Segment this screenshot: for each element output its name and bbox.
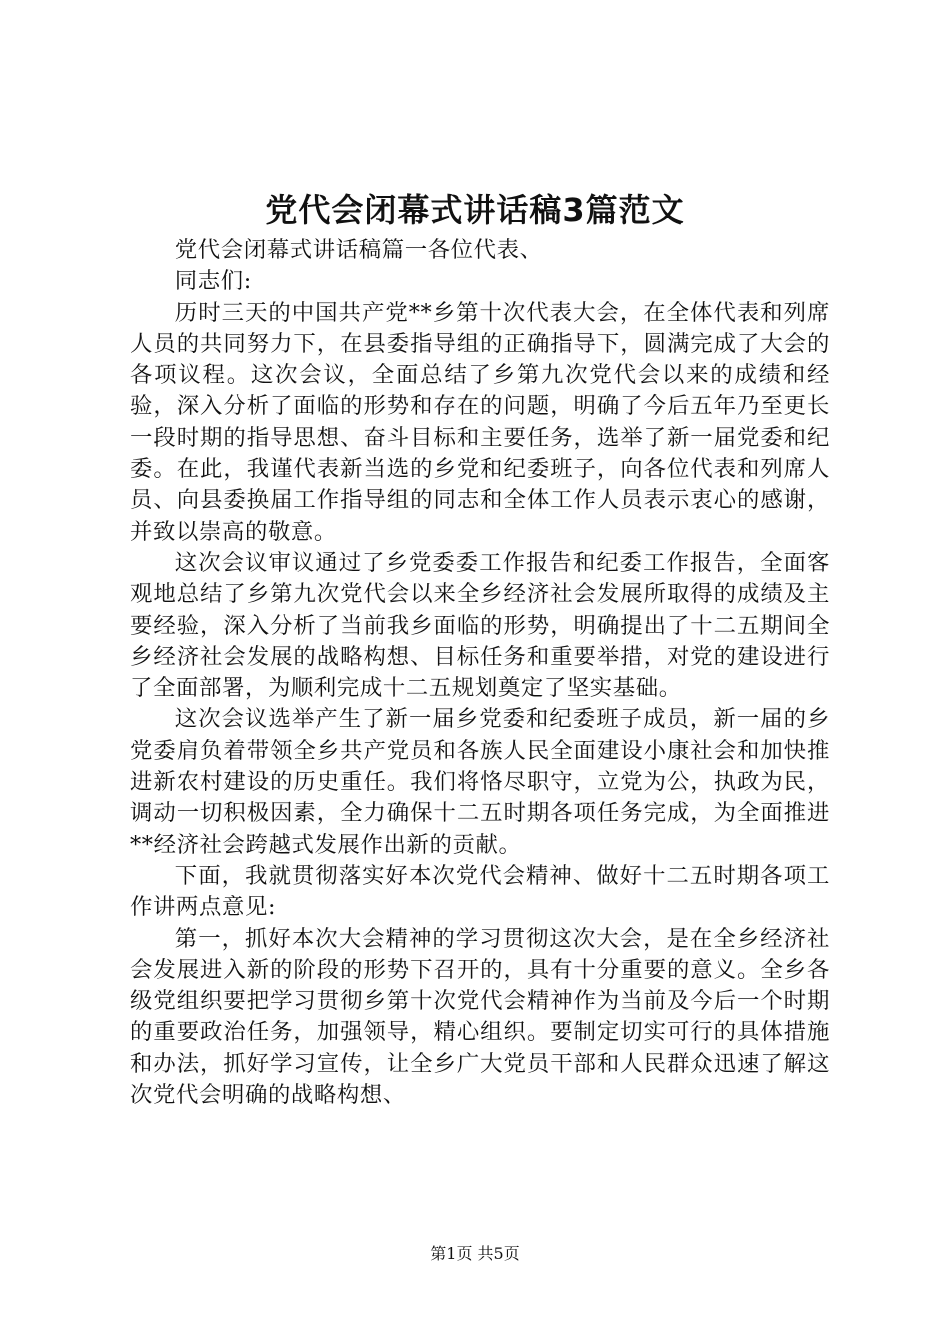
document-body [130,235,830,1111]
body-paragraph: 党代会闭幕式讲话稿篇一各位代表、 [174,237,543,263]
body-paragraph: 这次会议选举产生了新一届乡党委和纪委班子成员，新一届的乡党委肩负着带领全乡共产党员和各族人民全面建设小康社会和加快推进新农村建设的历史重任。我们将恪尽职守，立党为公，执政为民，调动一切积极因素，全力确保十二五时期各项任务完成，为全面推进**经济社会跨越式发展作出新的贡献。 [130,706,830,858]
document-title: 党代会闭幕式讲话稿3篇范文 [265,191,685,229]
page-footer: 第1页 共5页 [430,1244,520,1263]
body-paragraph: 历时三天的中国共产党**乡第十次代表大会，在全体代表和列席人员的共同努力下，在县委指导组的正确指导下，圆满完成了大会的各项议程。这次会议，全面总结了乡第九次党代会以来的成绩和经验，深入分析了面临的形势和存在的问题，明确了今后五年乃至更长一段时期的指导思想、奋斗目标和主要任务，选举了新一届党委和纪委。在此，我谨代表新当选的乡党和纪委班子，向各位代表和列席人员、向县委换届工作指导组的同志和全体工作人员表示衷心的感谢，并致以崇高的敬意。 [130,299,830,545]
body-paragraph: 这次会议审议通过了乡党委委工作报告和纪委工作报告，全面客观地总结了乡第九次党代会以来全乡经济社会发展所取得的成绩及主要经验，深入分析了当前我乡面临的形势，明确提出了十二五期间全乡经济社会发展的战略构想、目标任务和重要举措，对党的建设进行了全面部署，为顺利完成十二五规划奠定了坚实基础。 [130,549,830,702]
body-paragraph: 下面，我就贯彻落实好本次党代会精神、做好十二五时期各项工作讲两点意见: [130,862,830,921]
body-paragraph: 第一，抓好本次大会精神的学习贯彻这次大会，是在全乡经济社会发展进入新的阶段的形势下召开的，具有十分重要的意义。全乡各级党组织要把学习贯彻乡第十次党代会精神作为当前及今后一个时期的重要政治任务，加强领导，精心组织。要制定切实可行的具体措施和办法，抓好学习宣传，让全乡广大党员干部和人民群众迅速了解这次党代会明确的战略构想、 [130,925,830,1109]
body-paragraph: 同志们: [174,268,252,295]
